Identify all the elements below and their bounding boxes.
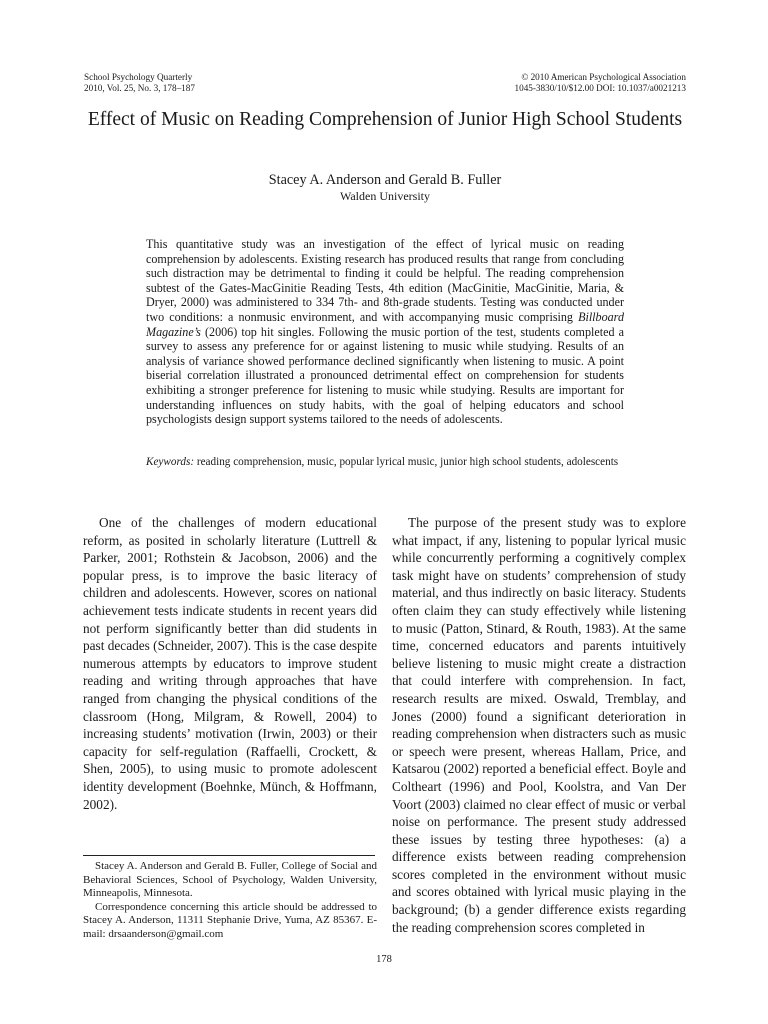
body-paragraph: One of the challenges of modern educational reform, as posited in scholarly literature (Luttrell & Parker, 2001; Rothstein & Jacobson, 2006) and the popular press, is to improve the basic literacy of children and adolescents. However, scores on national achievement tests indicate students in recent years did not perform significantly better than did students in past decades (Schneider, 2007). This is the case despite numerous attempts by educators to improve student reading and writing through approaches that have ranged from changing the physical conditions of the classroom (Hong, Milgram, & Rowell, 2004) to increasing students’ motivation (Irwin, 2003) or their capacity for self-regulation (Raffaelli, Crockett, & Shen, 2005), to using music to promote adolescent identity development (Boehnke, Münch, & Hoffmann, 2002). [83, 515, 377, 812]
authors: Stacey A. Anderson and Gerald B. Fuller [268, 172, 502, 188]
keywords [146, 455, 624, 470]
copyright-header [515, 72, 687, 94]
volume-line: 2010, Vol. 25, No. 3, 178–187 [84, 83, 195, 93]
body-right-column [392, 514, 686, 936]
journal-name: School Psychology Quarterly [84, 72, 193, 82]
journal-header [84, 72, 195, 94]
abstract-text-2: (2006) top hit singles. Following the music portion of the test, students completed a survey to assess any preference for or against listening to music while studying. Results of an analysis of variance showed performance declined significantly when listening to music. A point biserial correlation illustrated a pronounced detrimental effect on comprehension for students exhibiting a stronger preference for listening to music while studying. Results are important for understanding influences on study habits, with the goal of helping educators and school psychologists design support systems tailored to the needs of adolescents. [146, 324, 624, 427]
doi-line: 1045-3830/10/$12.00 DOI: 10.1037/a0021213 [514, 83, 686, 93]
footnotes [83, 860, 377, 942]
page-number: 178 [376, 954, 392, 965]
affiliation-footnote: Stacey A. Anderson and Gerald B. Fuller, College of Social and Behavioral Sciences, School of Psychology, Walden University, Minneapolis, Minnesota. [83, 860, 377, 900]
body-paragraph: The purpose of the present study was to explore what impact, if any, listening to popular lyrical music while concurrently performing a cognitively complex task might have on students’ comprehension of study material, and thus indirectly on basic literacy. Students often claim they can study effectively while listening to music (Patton, Stinard, & Routh, 1983). At the same time, concerned educators and parents intuitively believe listening to music might create a distraction that could interfere with comprehension. In fact, research results are mixed. Oswald, Tremblay, and Jones (2000) found a significant deterioration in reading comprehension when distracters such as music or speech were present, whereas Hallam, Price, and Katsarou (2002) reported a beneficial effect. Boyle and Coltheart (1996) and Pool, Koolstra, and Van Der Voort (2003) claimed no clear effect of music or verbal noise on performance. The present study addressed these issues by testing three hypotheses: (a) a difference exists between reading comprehension scores completed in the environment without music and scores obtained with lyrical music playing in the background; (b) a gender difference exists regarding the reading comprehension scores completed in [392, 515, 686, 935]
abstract-text-1: This quantitative study was an investigation of the effect of lyrical music on reading comprehension by adolescents. Existing research has produced results that range from concluding such distraction may be detrimental to finding it could be helpful. The reading comprehension subtest of the Gates-MacGinitie Reading Tests, 4th edition (MacGinitie, MacGinitie, Maria, & Dryer, 2000) was administered to 334 7th- and 8th-grade students. Testing was conducted under two conditions: a nonmusic environment, and with accompanying music comprising [146, 237, 624, 324]
article-title: Effect of Music on Reading Comprehension of Junior High School Students [87, 109, 683, 130]
affiliation: Walden University [339, 189, 430, 203]
keywords-text: reading comprehension, music, popular lyrical music, junior high school students, adolescents [196, 456, 619, 468]
copyright-line: © 2010 American Psychological Association [521, 72, 686, 82]
correspondence-footnote: Correspondence concerning this article should be addressed to Stacey A. Anderson, 11311 Stephanie Drive, Yuma, AZ 85367. E-mail: drsaanderson@gmail.com [83, 900, 377, 940]
body-left-column [83, 514, 377, 813]
keywords-label: Keywords: [146, 456, 195, 468]
abstract [146, 237, 624, 427]
footnote-divider [83, 855, 375, 856]
abstract-italic-title: Billboard Magazine’s [146, 309, 624, 339]
